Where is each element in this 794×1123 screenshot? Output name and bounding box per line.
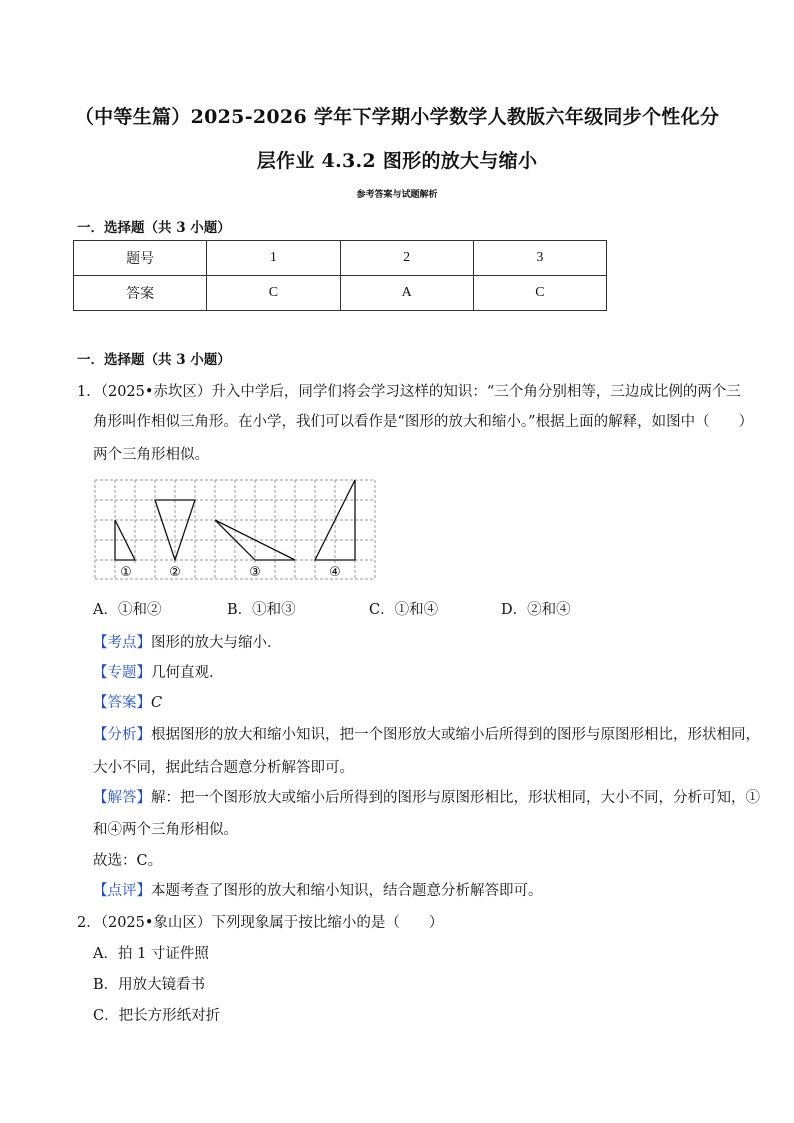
title-line-1: （中等生篇）2025-2026 学年下学期小学数学人教版六年级同步个性化分 bbox=[74, 106, 720, 128]
zhuanti-text: 几何直观． bbox=[151, 665, 224, 681]
fenxi-tag: 【分析】 bbox=[93, 727, 151, 743]
jieda-text: 解：把一个图形放大或缩小后所得到的图形与原图形相比，形状相同，大小不同，分析可知，① bbox=[151, 790, 760, 806]
q1-fenxi-line-1 bbox=[93, 723, 760, 744]
table-row bbox=[74, 241, 607, 276]
dianping-tag: 【点评】 bbox=[93, 883, 151, 899]
q2-option-b: B．用放大镜看书 bbox=[93, 977, 206, 993]
subtitle: 参考答案与试题解析 bbox=[356, 190, 438, 200]
q2-stem: 2．（2025•象山区）下列现象属于按比缩小的是（ ） bbox=[77, 915, 444, 931]
daan-tag: 【答案】 bbox=[93, 695, 151, 711]
triangle-label-2: ② bbox=[169, 565, 181, 580]
jieda-tag: 【解答】 bbox=[93, 790, 151, 806]
question-number: 2 bbox=[340, 241, 473, 276]
answer-table bbox=[73, 240, 607, 311]
triangle-grid-figure bbox=[93, 478, 377, 582]
row-label: 题号 bbox=[74, 241, 207, 276]
question-number: 1 bbox=[207, 241, 340, 276]
q2-option-c: C．把长方形纸对折 bbox=[93, 1008, 221, 1024]
q1-stem-line-1: 1．（2025•赤坎区）升入中学后，同学们将会学习这样的知识：“三个角分别相等，三边成比例的两个三 bbox=[77, 384, 741, 400]
q2-option-a: A．拍 1 寸证件照 bbox=[93, 946, 209, 962]
q1-guxuan: 故选：C。 bbox=[93, 853, 163, 869]
answer-cell: C bbox=[473, 276, 606, 311]
fenxi-text: 根据图形的放大和缩小知识，把一个图形放大或缩小后所得到的图形与原图形相比，形状相同， bbox=[151, 727, 760, 743]
q1-option-b: B．①和③ bbox=[227, 602, 296, 618]
triangle-label-1: ① bbox=[120, 565, 132, 580]
section-heading-answers: 一．选择题（共 3 小题） bbox=[77, 220, 231, 236]
triangle-label-4: ④ bbox=[329, 565, 341, 580]
q1-option-a: A．①和② bbox=[93, 602, 162, 618]
q1-zhuanti bbox=[93, 661, 224, 682]
row-label: 答案 bbox=[74, 276, 207, 311]
q1-jieda-line-2: 和④两个三角形相似。 bbox=[93, 822, 238, 838]
question-number: 3 bbox=[473, 241, 606, 276]
triangle-label-3: ③ bbox=[249, 565, 261, 580]
q1-option-d: D．②和④ bbox=[501, 602, 571, 618]
title-line-2: 层作业 4.3.2 图形的放大与缩小 bbox=[256, 150, 538, 172]
answer-cell: A bbox=[340, 276, 473, 311]
q1-daan bbox=[93, 691, 162, 712]
section-heading-questions: 一．选择题（共 3 小题） bbox=[77, 352, 231, 368]
daan-text: C bbox=[151, 695, 163, 711]
kaodian-tag: 【考点】 bbox=[93, 635, 151, 651]
q1-kaodian bbox=[93, 631, 282, 652]
zhuanti-tag: 【专题】 bbox=[93, 665, 151, 681]
q1-stem-line-2: 角形叫作相似三角形。在小学，我们可以看作是“图形的放大和缩小。”根据上面的解释，如图中（ ） bbox=[93, 414, 754, 430]
kaodian-text: 图形的放大与缩小． bbox=[151, 635, 282, 651]
q1-option-c: C．①和④ bbox=[369, 602, 439, 618]
q1-stem-line-3: 两个三角形相似。 bbox=[93, 447, 209, 463]
q1-jieda-line-1 bbox=[93, 786, 760, 807]
dianping-text: 本题考查了图形的放大和缩小知识，结合题意分析解答即可。 bbox=[151, 883, 543, 899]
table-row bbox=[74, 276, 607, 311]
answer-cell: C bbox=[207, 276, 340, 311]
q1-fenxi-line-2: 大小不同，据此结合题意分析解答即可。 bbox=[93, 760, 354, 776]
q1-dianping bbox=[93, 879, 543, 900]
